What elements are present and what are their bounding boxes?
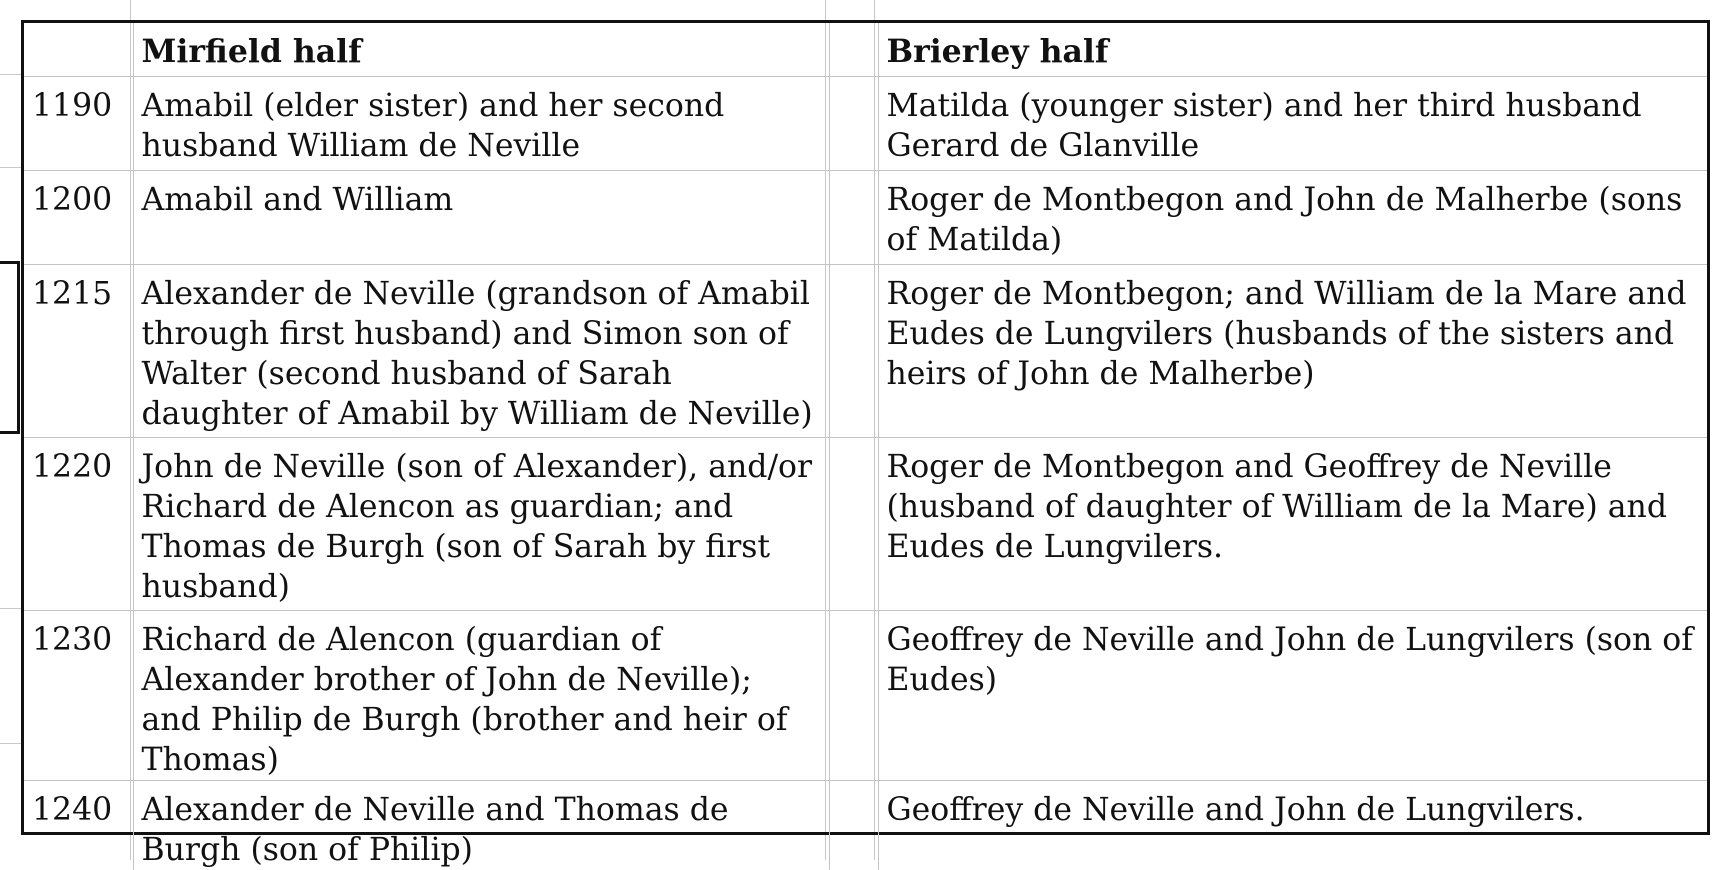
mirfield-header-cell[interactable]: Mirfield half	[133, 23, 829, 76]
spacer-cell[interactable]	[829, 264, 878, 437]
mirfield-cell[interactable]: Amabil (elder sister) and her second husband William de Neville	[133, 76, 829, 170]
mirfield-cell[interactable]: Amabil and William	[133, 170, 829, 264]
spacer-cell[interactable]	[829, 780, 878, 870]
spacer-cell[interactable]	[829, 170, 878, 264]
spacer-cell[interactable]	[829, 610, 878, 780]
mirfield-cell[interactable]: Alexander de Neville and Thomas de Burgh (son of Philip)	[133, 780, 829, 870]
mirfield-cell[interactable]: John de Neville (son of Alexander), and/or Richard de Alencon as guardian; and Thomas de Burgh (son of Sarah by first husband)	[133, 437, 829, 610]
year-cell[interactable]: 1190	[24, 76, 133, 170]
row-gridline	[0, 167, 22, 168]
table-row	[24, 437, 1707, 610]
year-cell[interactable]: 1200	[24, 170, 133, 264]
table-row	[24, 264, 1707, 437]
spacer-cell[interactable]	[829, 23, 878, 76]
mirfield-cell[interactable]: Alexander de Neville (grandson of Amabil through first husband) and Simon son of Walter (second husband of Sarah daughter of Amabil by William de Neville)	[133, 264, 829, 437]
year-header-cell[interactable]	[24, 23, 133, 76]
year-cell[interactable]: 1240	[24, 780, 133, 870]
year-cell[interactable]: 1230	[24, 610, 133, 780]
brierley-cell[interactable]: Matilda (younger sister) and her third husband Gerard de Glanville	[878, 76, 1707, 170]
row-gridline	[0, 743, 22, 744]
spacer-cell[interactable]	[829, 76, 878, 170]
spreadsheet-table	[21, 20, 1710, 868]
succession-table	[24, 23, 1707, 870]
row-gridline	[0, 608, 22, 609]
year-cell[interactable]: 1215	[24, 264, 133, 437]
brierley-cell[interactable]: Roger de Montbegon; and William de la Mare and Eudes de Lungvilers (husbands of the sisters and heirs of John de Malherbe)	[878, 264, 1707, 437]
table-row	[24, 76, 1707, 170]
table-row	[24, 610, 1707, 780]
brierley-cell[interactable]: Geoffrey de Neville and John de Lungvilers (son of Eudes)	[878, 610, 1707, 780]
year-cell[interactable]: 1220	[24, 437, 133, 610]
brierley-cell[interactable]: Roger de Montbegon and Geoffrey de Neville (husband of daughter of William de la Mare) and Eudes de Lungvilers.	[878, 437, 1707, 610]
margin-bracket	[0, 261, 20, 434]
header-row	[24, 23, 1707, 76]
brierley-header-cell[interactable]: Brierley half	[878, 23, 1707, 76]
table-row	[24, 170, 1707, 264]
table-row	[24, 780, 1707, 870]
spacer-cell[interactable]	[829, 437, 878, 610]
mirfield-cell[interactable]: Richard de Alencon (guardian of Alexander brother of John de Neville); and Philip de Burgh (brother and heir of Thomas)	[133, 610, 829, 780]
brierley-cell[interactable]: Roger de Montbegon and John de Malherbe (sons of Matilda)	[878, 170, 1707, 264]
brierley-cell[interactable]: Geoffrey de Neville and John de Lungvilers.	[878, 780, 1707, 870]
row-gridline	[0, 74, 22, 75]
